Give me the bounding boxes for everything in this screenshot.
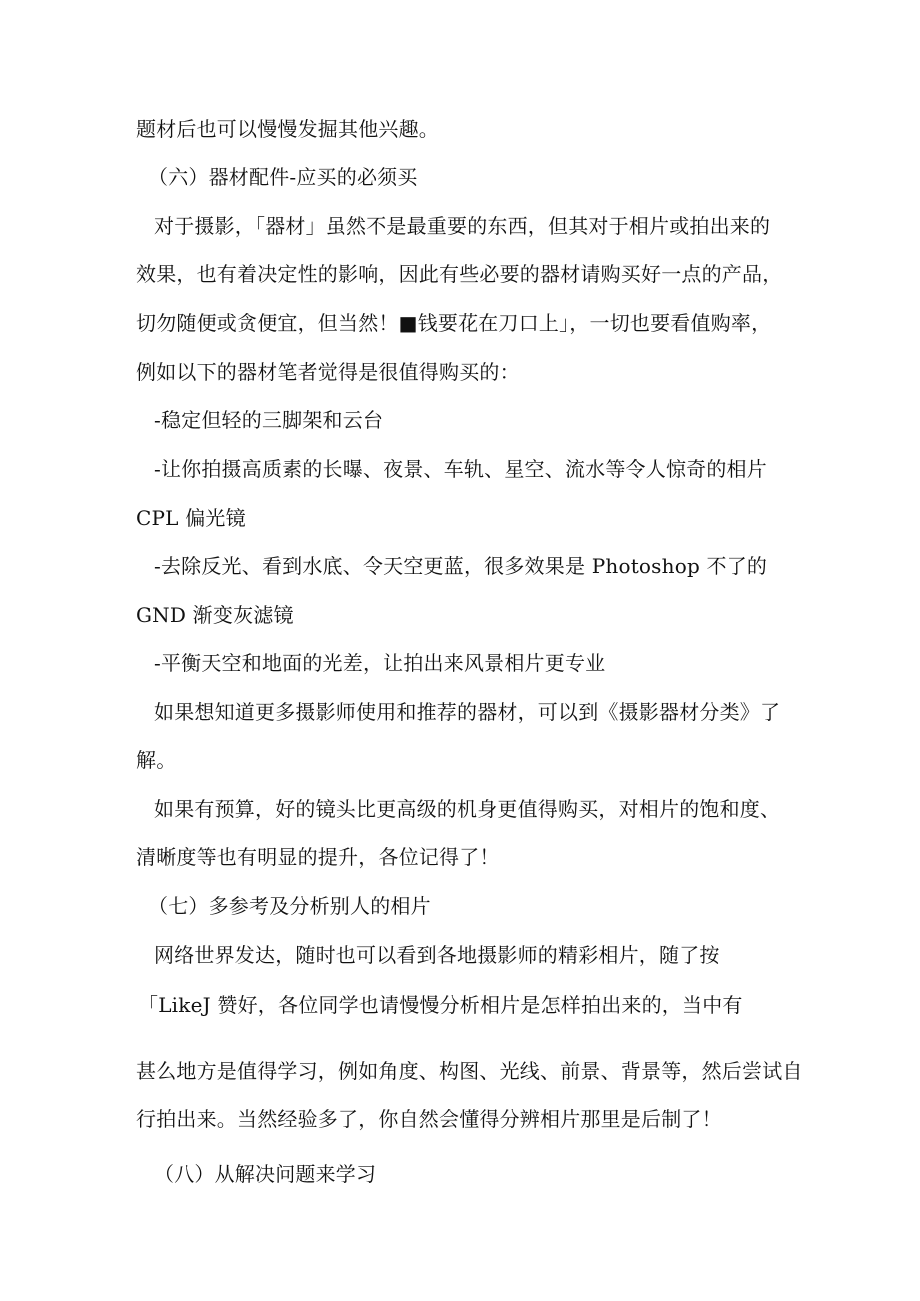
- section-heading-seven: （七）多参考及分析别人的相片: [148, 894, 431, 918]
- list-item: -让你拍摄高质素的长曝、夜景、车轨、星空、流水等令人惊奇的相片: [154, 457, 767, 481]
- paragraph-line: 行拍出来。当然经验多了，你自然会懂得分辨相片那里是后制了！: [136, 1107, 722, 1131]
- paragraph-line: 如果有预算，好的镜头比更高级的机身更值得购买，对相片的饱和度、: [154, 797, 781, 821]
- equipment-name: CPL 偏光镜: [136, 506, 246, 530]
- paragraph-line: 效果，也有着决定性的影响，因此有些必要的器材请购买好一点的产品，: [136, 262, 783, 286]
- list-item: -平衡天空和地面的光差，让拍出来风景相片更专业: [154, 651, 606, 675]
- equipment-name: GND 渐变灰滤镜: [136, 603, 294, 627]
- section-heading-six: （六）器材配件-应买的必须买: [148, 165, 418, 189]
- paragraph-line: 对于摄影，「器材」虽然不是最重要的东西，但其对于相片或拍出来的: [154, 214, 771, 238]
- paragraph-line: 例如以下的器材笔者觉得是很值得购买的：: [136, 360, 520, 384]
- paragraph-line: 切勿随便或贪便宜，但当然！■钱要花在刀口上」，一切也要看值购率，: [136, 311, 772, 335]
- paragraph-line: 网络世界发达，随时也可以看到各地摄影师的精彩相片，随了按: [154, 943, 720, 967]
- paragraph-line: 如果想知道更多摄影师使用和推荐的器材，可以到《摄影器材分类》了: [154, 700, 781, 724]
- paragraph-line: 甚么地方是值得学习，例如角度、构图、光线、前景、背景等，然后尝试自: [136, 1059, 803, 1083]
- list-item: -稳定但轻的三脚架和云台: [154, 408, 384, 432]
- paragraph-line: 题材后也可以慢慢发掘其他兴趣。: [136, 117, 439, 141]
- paragraph-line: 清晰度等也有明显的提升，各位记得了！: [136, 845, 500, 869]
- paragraph-line: 「LikeJ 赞好，各位同学也请慢慢分析相片是怎样拍出来的，当中有: [138, 993, 743, 1017]
- paragraph-line: 解。: [136, 748, 177, 772]
- list-item: -去除反光、看到水底、令天空更蓝，很多效果是 Photoshop 不了的: [154, 554, 768, 578]
- section-heading-eight: （八）从解决问题来学习: [154, 1162, 377, 1186]
